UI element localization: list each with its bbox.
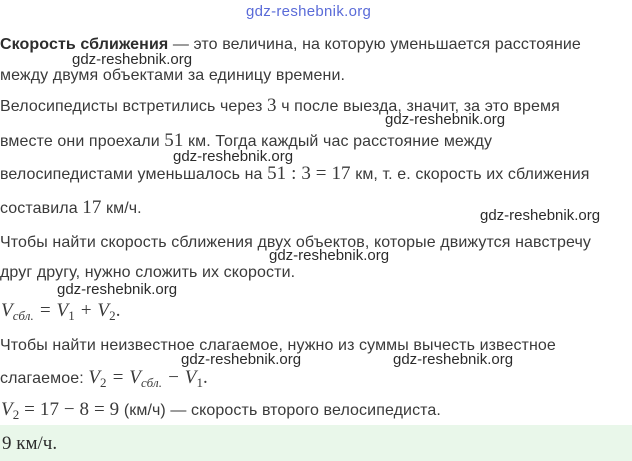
paragraph-rule-line1: Чтобы найти скорость сближения двух объектов, которые движутся навстречу xyxy=(0,234,591,251)
text: велосипедистами уменьшалось на xyxy=(0,166,268,183)
text: слагаемое: xyxy=(0,370,89,387)
text: (км/ч) — скорость второго велосипедиста. xyxy=(119,402,441,419)
watermark: gdz-reshebnik.org xyxy=(480,207,601,224)
formula-symbol: = V xyxy=(33,300,69,321)
text: вместе они проехали xyxy=(0,133,165,150)
paragraph-definition-line2: между двумя объектами за единицу времени. xyxy=(0,67,346,84)
paragraph-solution-line3 xyxy=(0,164,590,185)
formula-subscript: 2 xyxy=(100,375,107,390)
result-line xyxy=(1,400,441,421)
formula-symbol: V xyxy=(88,367,101,388)
formula-subscript: 2 xyxy=(12,407,20,422)
formula-symbol: + V xyxy=(74,300,110,321)
number: 17 xyxy=(82,197,102,218)
watermark: gdz-reshebnik.org xyxy=(57,281,178,298)
definition-text: — это величина, на которую уменьшается расстояние xyxy=(168,36,581,53)
watermark: gdz-reshebnik.org xyxy=(269,247,390,264)
formula-symbol: − V xyxy=(162,367,197,388)
formula-symbol: V xyxy=(1,300,13,321)
paragraph-unknown-line2 xyxy=(0,368,208,389)
paragraph-solution-line4 xyxy=(0,198,142,219)
paragraph-rule-line2: друг другу, нужно сложить их скорости. xyxy=(0,264,296,281)
watermark: gdz-reshebnik.org xyxy=(181,351,302,368)
text: Велосипедисты встретились через xyxy=(0,98,268,115)
text: составила xyxy=(0,200,83,217)
answer-box xyxy=(0,425,632,461)
formula: = 17 − 8 = 9 xyxy=(19,399,120,420)
formula-symbol: = V xyxy=(106,367,141,388)
text: км, т. е. скорость их сближения xyxy=(350,166,590,183)
formula: 51 : 3 = 17 xyxy=(267,163,351,184)
formula-subscript: сбл. xyxy=(12,308,34,323)
watermark: gdz-reshebnik.org xyxy=(173,148,294,165)
formula-dot: . xyxy=(115,300,121,321)
formula-subscript: сбл. xyxy=(140,375,163,390)
number: 3 xyxy=(267,95,277,116)
formula-subscript: 2 xyxy=(109,308,116,323)
formula-subscript: 1 xyxy=(196,375,204,390)
number: 51 xyxy=(164,130,184,151)
formula-symbol: V xyxy=(1,399,13,420)
paragraph-unknown-line1: Чтобы найти неизвестное слагаемое, нужно из суммы вычесть известное xyxy=(0,337,556,354)
text: ч после выезда, значит, за это время xyxy=(276,98,560,115)
answer: 9 км/ч. xyxy=(2,433,58,454)
watermark: gdz-reshebnik.org xyxy=(72,51,193,68)
formula-dot: . xyxy=(203,367,208,388)
term-bold: Скорость сближения xyxy=(0,36,169,53)
formula-subscript: 1 xyxy=(68,308,75,323)
formula-sum xyxy=(1,301,121,322)
text: км. Тогда каждый час расстояние между xyxy=(183,133,493,150)
watermark: gdz-reshebnik.org xyxy=(393,351,514,368)
text: км/ч. xyxy=(101,200,142,217)
watermark-top: gdz-reshebnik.org xyxy=(246,3,372,20)
watermark: gdz-reshebnik.org xyxy=(385,111,506,128)
